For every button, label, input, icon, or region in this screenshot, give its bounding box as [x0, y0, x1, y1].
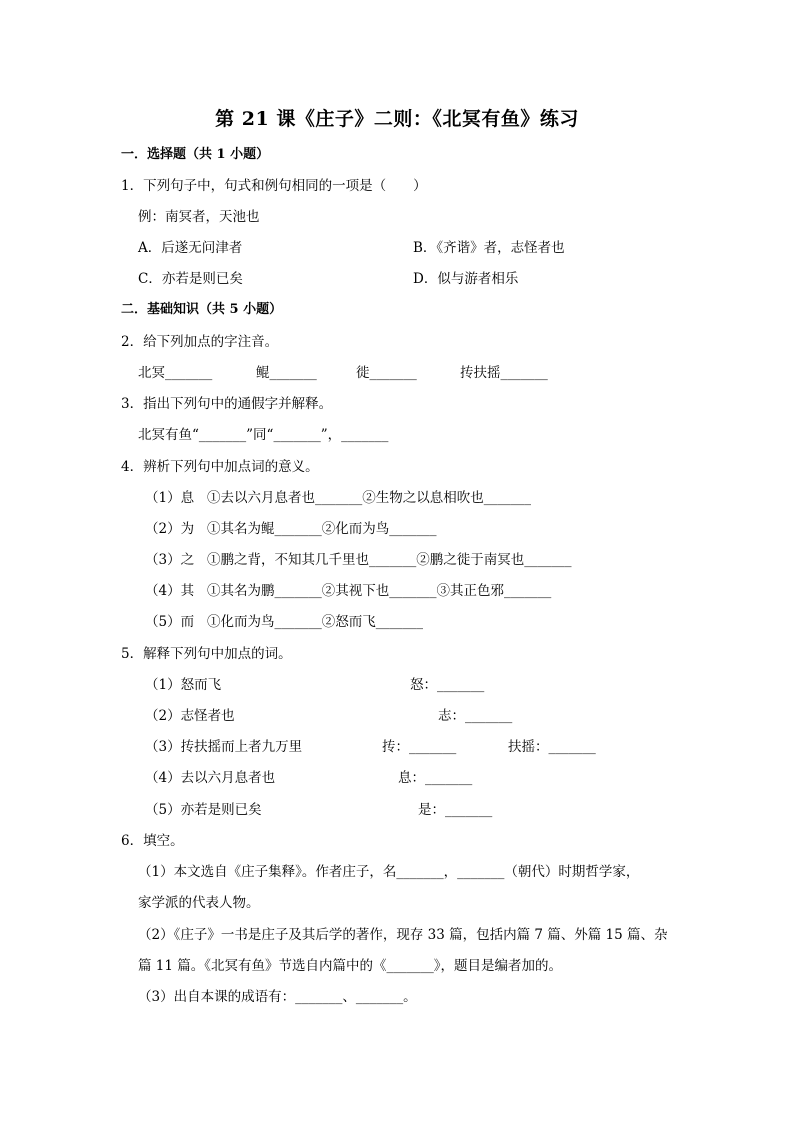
- question-5-answer: 怒：_______: [410, 677, 485, 693]
- question-2-item-beiming: 北冥_______: [138, 365, 213, 381]
- page-title: 第 21 课《庄子》二则：《北冥有鱼》练习: [215, 108, 579, 130]
- question-5-answer: 扶摇：_______: [508, 739, 596, 755]
- question-5-sentence: （3）抟扶摇而上者九万里: [145, 739, 303, 755]
- question-1-option-d: D．似与游者相乐: [413, 271, 519, 287]
- question-6-part-3: （3）出自本课的成语有：_______、_______。: [138, 989, 417, 1005]
- question-5-sentence: （4）去以六月息者也: [145, 770, 276, 786]
- question-4-row-label: （3）之: [145, 552, 195, 568]
- question-5-answer: 志：_______: [438, 708, 513, 724]
- question-2-item-kun: 鲲_______: [256, 365, 317, 381]
- question-4-row-content: ①去以六月息者也_______②生物之以息相吹也_______: [207, 490, 531, 506]
- question-4-row-label: （1）息: [145, 490, 195, 506]
- question-2-item-tuanfuyao: 抟扶摇_______: [460, 365, 548, 381]
- question-5-answer: 息：_______: [398, 770, 473, 786]
- section-heading-choice: 一．选择题（共 1 小题）: [121, 147, 270, 162]
- question-5-answer: 抟：_______: [382, 739, 457, 755]
- question-6-part-2: （2）《庄子》一书是庄子及其后学的著作，现存 33 篇，包括内篇 7 篇、外篇 15 篇、杂: [138, 927, 668, 943]
- question-4-row-content: ①化而为鸟_______②怒而飞_______: [207, 614, 423, 630]
- question-5-stem: 5．解释下列句中加点的词。: [121, 646, 292, 662]
- question-5-answer: 是：_______: [418, 802, 493, 818]
- question-1-stem: 1．下列句子中，句式和例句相同的一项是（ ）: [121, 178, 427, 194]
- question-6-part-2-continued: 篇 11 篇。《北冥有鱼》节选自内篇中的《_______》，题目是编者加的。: [138, 958, 563, 974]
- question-3-stem: 3．指出下列句中的通假字并解释。: [121, 396, 333, 412]
- question-4-row-label: （5）而: [145, 614, 195, 630]
- question-2-stem: 2．给下列加点的字注音。: [121, 334, 279, 350]
- question-4-row-content: ①其名为鲲_______②化而为鸟_______: [207, 521, 437, 537]
- question-3-line: 北冥有鱼“_______”同“_______”，_______: [138, 427, 389, 443]
- question-1-example: 例：南冥者，天池也: [138, 209, 260, 225]
- question-4-stem: 4．辨析下列句中加点词的意义。: [121, 459, 319, 475]
- question-1-option-a: A．后遂无问津者: [138, 240, 243, 256]
- question-4-row-label: （4）其: [145, 583, 195, 599]
- question-4-row-content: ①其名为鹏_______②其视下也_______③其正色邪_______: [207, 583, 552, 599]
- question-1-option-c: C．亦若是则已矣: [138, 271, 243, 287]
- question-2-item-xi: 徙_______: [356, 365, 417, 381]
- question-5-sentence: （1）怒而飞: [145, 677, 222, 693]
- question-5-sentence: （5）亦若是则已矣: [145, 802, 262, 818]
- question-4-row-content: ①鹏之背，不知其几千里也_______②鹏之徙于南冥也_______: [207, 552, 572, 568]
- question-6-stem: 6．填空。: [121, 833, 184, 849]
- question-5-sentence: （2）志怪者也: [145, 708, 235, 724]
- question-4-row-label: （2）为: [145, 521, 195, 537]
- section-heading-basics: 二．基础知识（共 5 小题）: [121, 302, 283, 317]
- question-6-part-1: （1）本文选自《庄子集释》。作者庄子，名_______，_______（朝代）时期哲学家，: [138, 864, 640, 880]
- question-6-part-1-continued: 家学派的代表人物。: [138, 895, 260, 911]
- question-1-option-b: B．《齐谐》者，志怪者也: [413, 240, 565, 256]
